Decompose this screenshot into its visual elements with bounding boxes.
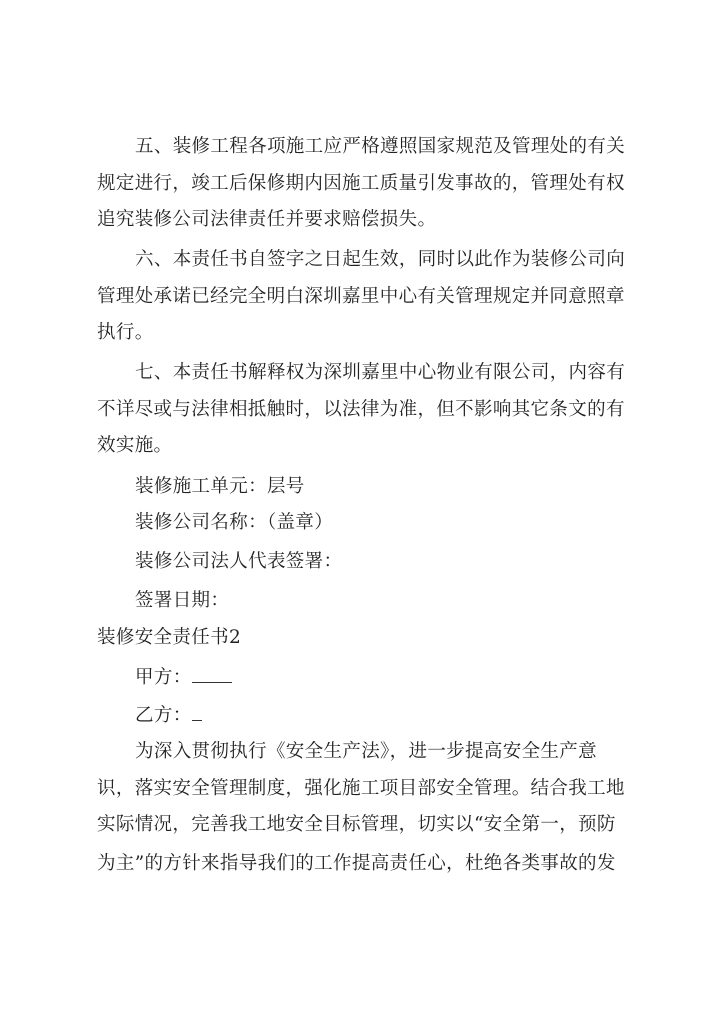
- para-7-line-1: 七、本责任书解释权为深圳嘉里中心物业有限公司，内容有: [135, 362, 626, 383]
- field-unit: 装修施工单元：层号: [135, 476, 305, 497]
- para-5-line-2: 规定进行，竣工后保修期内因施工质量引发事故的，管理处有权: [97, 173, 625, 194]
- party-a-label: 甲方：: [135, 667, 192, 688]
- para-5-line-1: 五、装修工程各项施工应严格遵照国家规范及管理处的有关: [135, 136, 626, 157]
- para-7-line-3: 效实施。: [97, 435, 173, 456]
- para-7-line-2: 不详尽或与法律相抵触时，以法律为准，但不影响其它条文的有: [97, 399, 625, 420]
- para-5-line-3: 追究装修公司法律责任并要求赔偿损失。: [97, 209, 437, 230]
- party-a-blank: [192, 664, 232, 683]
- para-6-line-1: 六、本责任书自签字之日起生效，同时以此作为装修公司向: [135, 249, 626, 270]
- para-6-line-2: 管理处承诺已经完全明白深圳嘉里中心有关管理规定并同意照章: [97, 286, 625, 307]
- intro-line-1: 为深入贯彻执行《安全生产法》，进一步提高安全生产意: [135, 741, 598, 762]
- intro-line-4: 为主”的方针来指导我们的工作提高责任心，杜绝各类事故的发: [97, 853, 616, 874]
- field-legal-rep: 装修公司法人代表签署：: [135, 551, 343, 572]
- party-b-blank: [192, 702, 202, 721]
- field-company-name: 装修公司名称：（盖章）: [135, 512, 334, 533]
- field-sign-date: 签署日期：: [135, 590, 230, 611]
- party-b: [135, 702, 675, 728]
- para-6-line-3: 执行。: [97, 322, 154, 343]
- intro-line-2: 识，落实安全管理制度，强化施工项目部安全管理。结合我工地: [97, 778, 625, 799]
- party-a: [135, 664, 675, 690]
- intro-line-3: 实际情况，完善我工地安全目标管理，切实以“安全第一，预防: [97, 814, 616, 835]
- section-title: 装修安全责任书2: [97, 627, 242, 648]
- party-b-label: 乙方：: [135, 705, 192, 726]
